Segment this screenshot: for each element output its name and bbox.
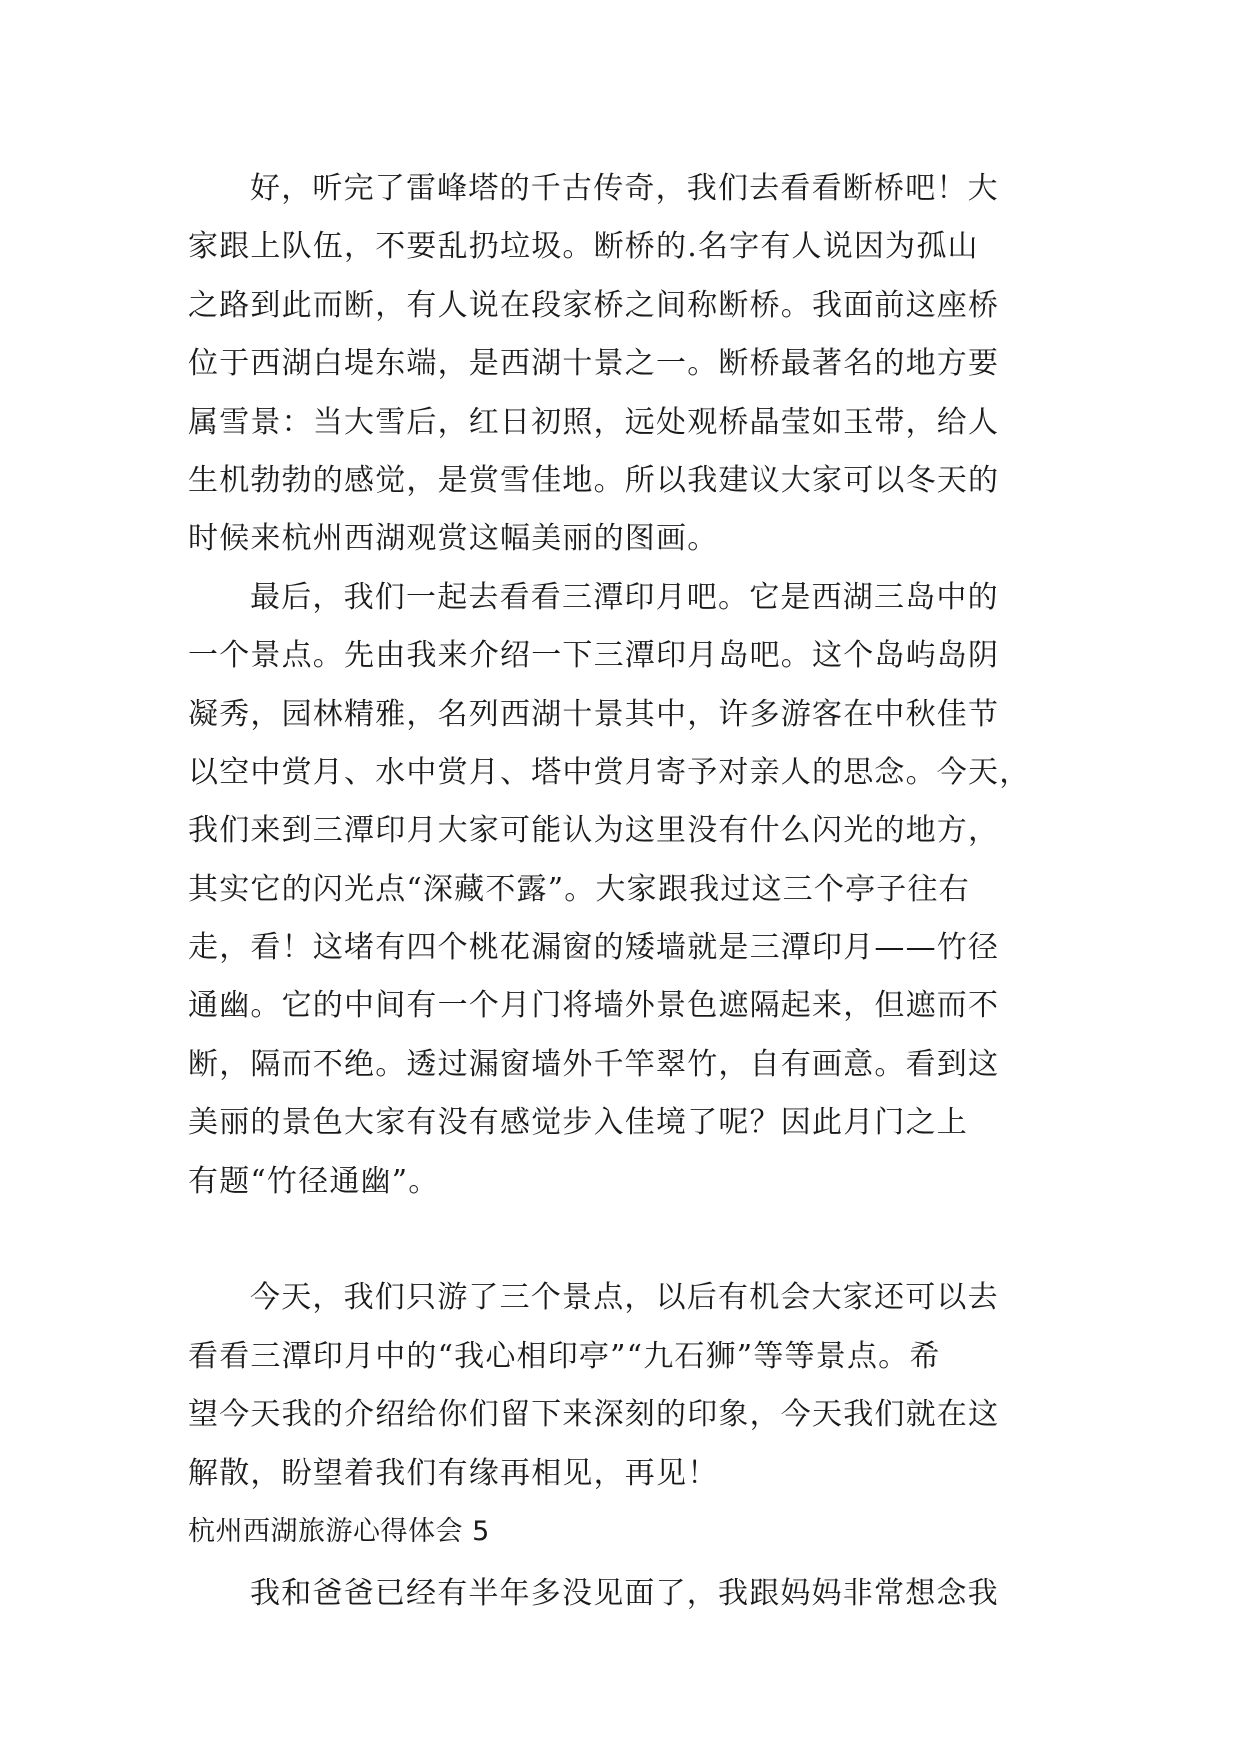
text-line: 一个景点。先由我来介绍一下三潭印月岛吧。这个岛屿岛阴 bbox=[188, 638, 1000, 674]
text-line: 我们来到三潭印月大家可能认为这里没有什么闪光的地方， bbox=[188, 813, 1000, 849]
text-line: 好，听完了雷峰塔的千古传奇，我们去看看断桥吧！大 bbox=[250, 171, 999, 206]
text-line: 时候来杭州西湖观赏这幅美丽的图画。 bbox=[188, 521, 719, 557]
text-line: 属雪景：当大雪后，红日初照，远处观桥晶莹如玉带，给人 bbox=[188, 404, 1000, 440]
text-line: 有题“竹径通幽”。 bbox=[188, 1163, 440, 1199]
text-line: 生机勃勃的感觉，是赏雪佳地。所以我建议大家可以冬天的 bbox=[188, 462, 1000, 498]
text-line: 走，看！这堵有四个桃花漏窗的矮墙就是三潭印月——竹径 bbox=[188, 930, 1000, 966]
text-line: 解散，盼望着我们有缘再相见，再见！ bbox=[188, 1455, 719, 1491]
paragraph-duanqiao bbox=[188, 160, 1068, 569]
text-line: 看看三潭印月中的“我心相印亭”“九石狮”等等景点。希 bbox=[188, 1338, 941, 1374]
text-line: 之路到此而断，有人说在段家桥之间称断桥。我面前这座桥 bbox=[188, 287, 1000, 323]
text-line: 望今天我的介绍给你们留下来深刻的印象，今天我们就在这 bbox=[188, 1397, 1000, 1433]
text-line: 断，隔而不绝。透过漏窗墙外千竿翠竹，自有画意。看到这 bbox=[188, 1046, 1000, 1082]
text-line: 位于西湖白堤东端，是西湖十景之一。断桥最著名的地方要 bbox=[188, 346, 1000, 382]
document-body bbox=[188, 160, 1068, 1623]
text-line: 家跟上队伍，不要乱扔垃圾。断桥的.名字有人说因为孤山 bbox=[188, 229, 979, 265]
text-line: 最后，我们一起去看看三潭印月吧。它是西湖三岛中的 bbox=[250, 579, 999, 615]
paragraph-farewell bbox=[188, 1269, 1068, 1503]
text-line: 通幽。它的中间有一个月门将墙外景色遮隔起来，但遮而不 bbox=[188, 988, 1000, 1024]
text-line: 以空中赏月、水中赏月、塔中赏月寄予对亲人的思念。今天， bbox=[188, 754, 1031, 790]
text-line: 其实它的闪光点“深藏不露”。大家跟我过这三个亭子往右 bbox=[188, 871, 970, 907]
paragraph-next-essay bbox=[188, 1565, 1068, 1623]
text-line: 凝秀，园林精雅，名列西湖十景其中，许多游客在中秋佳节 bbox=[188, 696, 1000, 732]
text-line bbox=[188, 1211, 1068, 1269]
text-line: 美丽的景色大家有没有感觉步入佳境了呢？因此月门之上 bbox=[188, 1105, 968, 1141]
paragraph-santanyinyue bbox=[188, 569, 1068, 1270]
text-line: 今天，我们只游了三个景点，以后有机会大家还可以去 bbox=[250, 1280, 999, 1316]
section-heading: 杭州西湖旅游心得体会 5 bbox=[188, 1515, 490, 1547]
text-line: 我和爸爸已经有半年多没见面了，我跟妈妈非常想念我 bbox=[250, 1575, 999, 1611]
